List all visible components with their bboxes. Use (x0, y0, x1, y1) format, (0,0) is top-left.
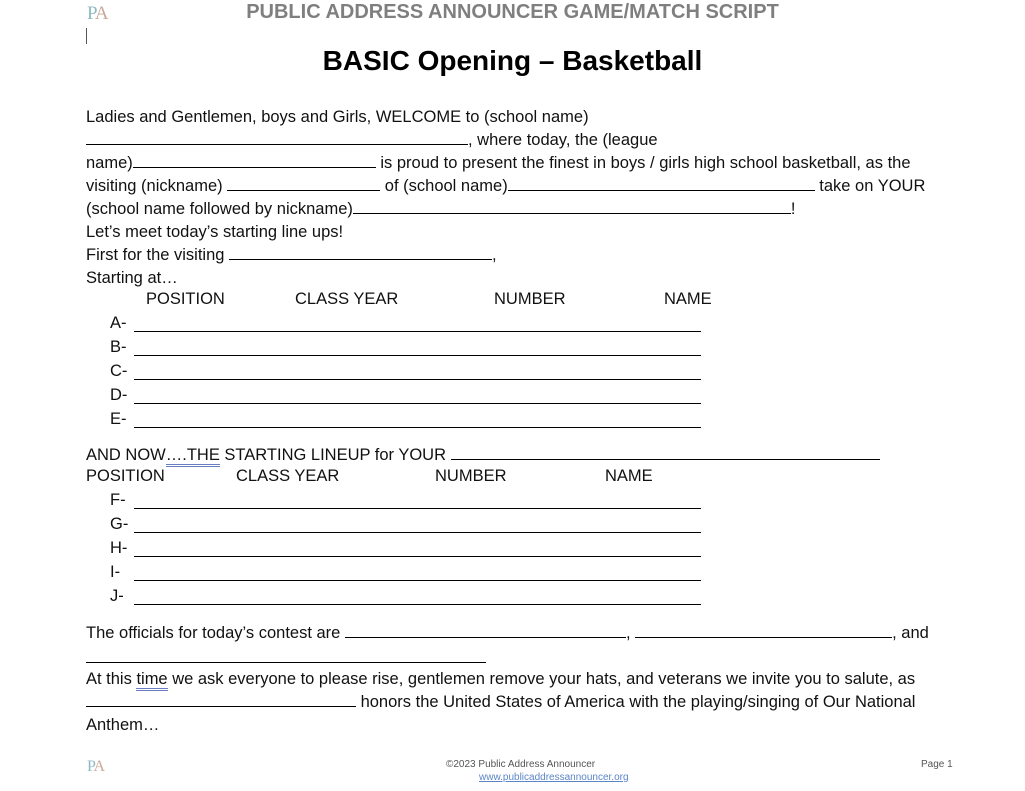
logo-letter-p: P (87, 3, 95, 24)
intro-line-6: Let’s meet today’s starting line ups! (86, 223, 344, 241)
intro-line-1: Ladies and Gentlemen, boys and Girls, WELCOME to (school name) (86, 108, 589, 126)
intro-line-7a: First for the visiting (86, 246, 230, 264)
intro-line-7b: , (492, 246, 497, 264)
intro-line-2-text: , where today, the (league (468, 131, 658, 149)
anthem-line-3: Anthem… (86, 716, 160, 734)
visiting-row-label: D- (110, 386, 128, 404)
home-line-b: ….THE (166, 446, 220, 467)
officials-text-a: The officials for today’s contest are (86, 624, 345, 642)
home-col-position: POSITION (86, 467, 165, 485)
anthem-text-d: honors the United States of America with the playing/singing of Our National (356, 693, 916, 711)
home-row-line[interactable] (134, 555, 701, 557)
home-row-label: I- (110, 563, 121, 581)
footer-logo-letter-p: P (87, 758, 94, 775)
intro-line-4b: of (school name) (380, 177, 508, 195)
home-row-line[interactable] (134, 531, 701, 533)
officials-text-c: , and (892, 624, 929, 642)
home-row-label: H- (110, 539, 128, 557)
visiting-row-label: C- (110, 362, 128, 380)
intro-line-4a: visiting (nickname) (86, 177, 228, 195)
cursor (86, 28, 87, 44)
page-header: PUBLIC ADDRESS ANNOUNCER GAME/MATCH SCRIPT (246, 1, 779, 23)
visiting-row-line[interactable] (134, 402, 701, 404)
visiting-row-label: B- (110, 338, 127, 356)
officials-line (86, 622, 929, 645)
home-row-label: F- (110, 491, 126, 509)
anthem-line-2 (86, 691, 915, 714)
visiting-row-line[interactable] (134, 354, 701, 356)
blank-official-1[interactable] (345, 622, 626, 638)
blank-visiting-nickname[interactable] (227, 175, 380, 191)
visiting-col-name: NAME (664, 290, 712, 308)
footer-logo-letter-a: A (93, 758, 104, 775)
blank-league-name[interactable] (133, 152, 376, 168)
home-col-name: NAME (605, 467, 653, 485)
anthem-line-1 (86, 668, 915, 691)
visiting-col-class-year: CLASS YEAR (295, 290, 399, 308)
blank-official-2[interactable] (635, 622, 892, 638)
intro-line-3b: is proud to present the finest in boys / girls high school basketball, as the (375, 154, 911, 172)
home-row-line[interactable] (134, 579, 701, 581)
intro-line-4 (86, 175, 925, 198)
visiting-row-line[interactable] (134, 330, 701, 332)
intro-line-5a: (school name followed by nickname) (86, 200, 353, 218)
visiting-row-label: A- (110, 314, 127, 332)
visiting-row-line[interactable] (134, 426, 701, 428)
intro-line-7 (86, 244, 497, 267)
footer-page-number: Page 1 (921, 759, 953, 770)
blank-anthem-performer[interactable] (86, 691, 356, 707)
anthem-text-c: we ask everyone to please rise, gentlemen remove your hats, and veterans we invite you to salute, as (167, 670, 916, 688)
home-col-number: NUMBER (435, 467, 507, 485)
blank-home-team[interactable] (451, 444, 880, 460)
visiting-row-line[interactable] (134, 378, 701, 380)
blank-home-school-nickname[interactable] (353, 198, 791, 214)
intro-line-3a: name) (86, 154, 133, 172)
intro-line-5b: ! (790, 200, 796, 218)
visiting-row-label: E- (110, 410, 127, 428)
intro-line-2 (86, 129, 658, 152)
page-title: BASIC Opening – Basketball (322, 45, 703, 76)
anthem-text-a: At this (86, 670, 137, 688)
intro-line-3 (86, 152, 911, 175)
visiting-col-position: POSITION (146, 290, 225, 308)
blank-visiting-team[interactable] (229, 244, 492, 260)
home-row-line[interactable] (134, 507, 701, 509)
blank-official-3[interactable] (86, 661, 486, 663)
blank-visiting-school[interactable] (508, 175, 815, 191)
home-line-a: AND NOW (86, 446, 166, 464)
home-row-label: J- (110, 587, 124, 605)
officials-text-b: , (625, 624, 636, 642)
footer-link[interactable]: www.publicaddressannouncer.org (479, 772, 629, 783)
logo-letter-a: A (94, 3, 108, 24)
home-line-c: STARTING LINEUP for YOUR (219, 446, 451, 464)
blank-school-name[interactable] (86, 129, 468, 145)
intro-line-8: Starting at… (86, 269, 178, 287)
intro-line-4c: take on YOUR (814, 177, 926, 195)
anthem-text-time: time (136, 670, 167, 691)
visiting-col-number: NUMBER (494, 290, 566, 308)
home-row-line[interactable] (134, 603, 701, 605)
footer-copyright: ©2023 Public Address Announcer (446, 759, 596, 770)
home-lineup-line (86, 444, 880, 467)
intro-line-5 (86, 198, 795, 221)
home-row-label: G- (110, 515, 129, 533)
home-col-class-year: CLASS YEAR (236, 467, 340, 485)
footer-logo (87, 758, 104, 776)
